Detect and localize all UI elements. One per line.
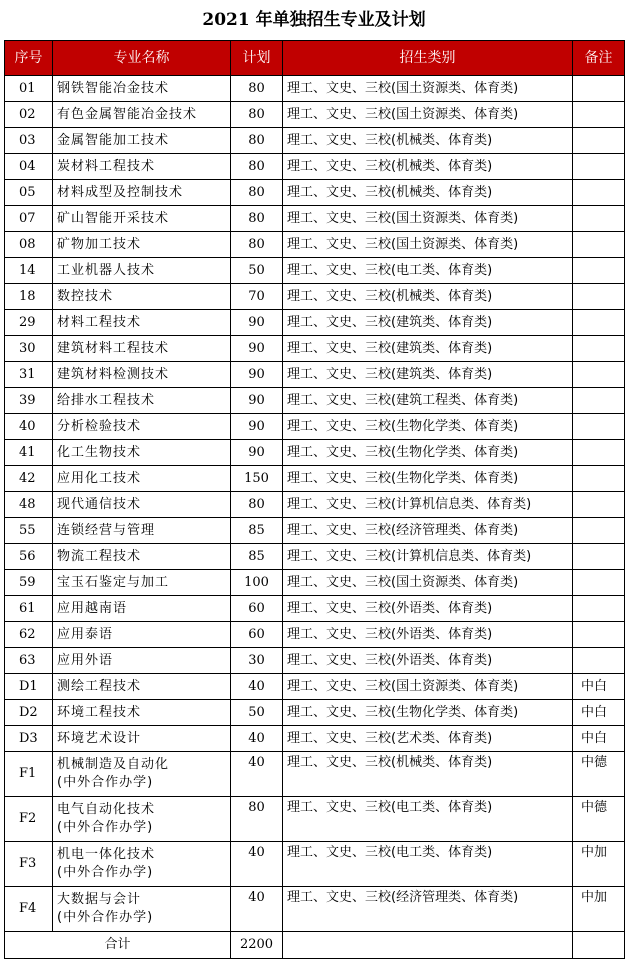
table-header-row — [5, 41, 625, 76]
row-note — [573, 622, 625, 648]
row-category: 理工、文史、三校(计算机信息类、体育类) — [283, 492, 573, 518]
row-id: D3 — [5, 726, 53, 752]
table-row — [5, 674, 625, 700]
row-note — [573, 128, 625, 154]
row-name-text: 矿山智能开采技术 — [57, 210, 170, 226]
row-plan: 30 — [231, 648, 283, 674]
row-id: 14 — [5, 258, 53, 284]
row-note — [573, 76, 625, 102]
row-category: 理工、文史、三校(计算机信息类、体育类) — [283, 544, 573, 570]
row-category: 理工、文史、三校(电工类、体育类) — [283, 842, 573, 887]
row-id: 29 — [5, 310, 53, 336]
row-name — [53, 648, 231, 674]
row-note: 中加 — [573, 887, 625, 932]
row-id: D1 — [5, 674, 53, 700]
row-name — [53, 310, 231, 336]
row-plan: 40 — [231, 726, 283, 752]
total-plan: 2200 — [231, 932, 283, 959]
row-name-text: 应用化工技术 — [57, 470, 142, 486]
row-name — [53, 128, 231, 154]
row-plan: 80 — [231, 492, 283, 518]
table-row — [5, 128, 625, 154]
row-id: F3 — [5, 842, 53, 887]
row-name-text: 大数据与会计 — [57, 892, 142, 907]
row-note — [573, 414, 625, 440]
row-name-text: 测绘工程技术 — [57, 678, 142, 694]
row-name-text: 材料工程技术 — [57, 314, 142, 330]
table-row — [5, 622, 625, 648]
row-plan: 60 — [231, 622, 283, 648]
row-id: 48 — [5, 492, 53, 518]
row-note — [573, 154, 625, 180]
row-plan: 40 — [231, 842, 283, 887]
row-name — [53, 232, 231, 258]
row-name — [53, 544, 231, 570]
row-note — [573, 596, 625, 622]
table-row — [5, 518, 625, 544]
row-name-text: 数控技术 — [57, 288, 114, 304]
row-id: 08 — [5, 232, 53, 258]
row-name — [53, 284, 231, 310]
row-plan: 90 — [231, 414, 283, 440]
row-name-text: 分析检验技术 — [57, 418, 142, 434]
row-name-text: 材料成型及控制技术 — [57, 184, 184, 200]
row-name — [53, 842, 231, 887]
row-category: 理工、文史、三校(经济管理类、体育类) — [283, 518, 573, 544]
row-name — [53, 440, 231, 466]
row-category: 理工、文史、三校(国土资源类、体育类) — [283, 674, 573, 700]
row-name — [53, 180, 231, 206]
row-category: 理工、文史、三校(生物化学类、体育类) — [283, 414, 573, 440]
row-id: 56 — [5, 544, 53, 570]
row-name-text: 矿物加工技术 — [57, 236, 142, 252]
table-row — [5, 284, 625, 310]
row-note — [573, 440, 625, 466]
row-category: 理工、文史、三校(建筑工程类、体育类) — [283, 388, 573, 414]
row-plan: 40 — [231, 674, 283, 700]
row-note — [573, 518, 625, 544]
row-note: 中白 — [573, 700, 625, 726]
row-note: 中加 — [573, 842, 625, 887]
row-id: D2 — [5, 700, 53, 726]
table-row — [5, 842, 625, 887]
table-row — [5, 154, 625, 180]
row-plan: 60 — [231, 596, 283, 622]
row-name — [53, 206, 231, 232]
row-name-subtitle: (中外合作办学) — [57, 910, 154, 925]
row-id: 41 — [5, 440, 53, 466]
table-row — [5, 466, 625, 492]
row-name — [53, 622, 231, 648]
row-note — [573, 206, 625, 232]
row-name-text: 应用越南语 — [57, 600, 128, 616]
row-id: 01 — [5, 76, 53, 102]
table-row — [5, 414, 625, 440]
row-name-text: 应用泰语 — [57, 626, 114, 642]
row-name-text: 机械制造及自动化 — [57, 757, 170, 772]
row-id: 07 — [5, 206, 53, 232]
row-name — [53, 76, 231, 102]
header-category: 招生类别 — [283, 41, 573, 76]
row-plan: 80 — [231, 102, 283, 128]
row-category: 理工、文史、三校(生物化学类、体育类) — [283, 466, 573, 492]
enrollment-table — [4, 40, 625, 959]
row-plan: 80 — [231, 232, 283, 258]
table-row — [5, 887, 625, 932]
page-title: 2021 年单独招生专业及计划 — [202, 10, 426, 30]
row-name — [53, 518, 231, 544]
row-id: F2 — [5, 797, 53, 842]
table-row — [5, 336, 625, 362]
row-category: 理工、文史、三校(国土资源类、体育类) — [283, 232, 573, 258]
row-name — [53, 674, 231, 700]
row-note — [573, 180, 625, 206]
row-plan: 90 — [231, 310, 283, 336]
row-name-text: 化工生物技术 — [57, 444, 142, 460]
row-category: 理工、文史、三校(建筑类、体育类) — [283, 310, 573, 336]
row-category: 理工、文史、三校(国土资源类、体育类) — [283, 102, 573, 128]
row-name — [53, 596, 231, 622]
table-row — [5, 752, 625, 797]
row-note — [573, 336, 625, 362]
table-row — [5, 388, 625, 414]
row-note — [573, 648, 625, 674]
row-id: 59 — [5, 570, 53, 596]
table-row — [5, 648, 625, 674]
row-id: 42 — [5, 466, 53, 492]
row-id: 63 — [5, 648, 53, 674]
row-note: 中德 — [573, 797, 625, 842]
row-plan: 50 — [231, 700, 283, 726]
table-row — [5, 797, 625, 842]
row-category: 理工、文史、三校(艺术类、体育类) — [283, 726, 573, 752]
row-category: 理工、文史、三校(外语类、体育类) — [283, 622, 573, 648]
row-category: 理工、文史、三校(机械类、体育类) — [283, 752, 573, 797]
row-name — [53, 752, 231, 797]
row-name — [53, 797, 231, 842]
row-plan: 90 — [231, 362, 283, 388]
row-note — [573, 570, 625, 596]
row-name — [53, 414, 231, 440]
row-id: 18 — [5, 284, 53, 310]
row-plan: 80 — [231, 154, 283, 180]
row-plan: 90 — [231, 336, 283, 362]
row-plan: 150 — [231, 466, 283, 492]
table-row — [5, 570, 625, 596]
row-plan: 40 — [231, 752, 283, 797]
row-name-subtitle: (中外合作办学) — [57, 775, 154, 790]
row-plan: 40 — [231, 887, 283, 932]
table-row — [5, 232, 625, 258]
table-row — [5, 102, 625, 128]
row-id: 03 — [5, 128, 53, 154]
header-note: 备注 — [573, 41, 625, 76]
row-category: 理工、文史、三校(机械类、体育类) — [283, 284, 573, 310]
row-name-text: 钢铁智能冶金技术 — [57, 80, 170, 96]
row-name-text: 环境艺术设计 — [57, 730, 142, 746]
row-name-text: 炭材料工程技术 — [57, 158, 156, 174]
table-row — [5, 440, 625, 466]
row-name — [53, 726, 231, 752]
row-note — [573, 466, 625, 492]
row-category: 理工、文史、三校(经济管理类、体育类) — [283, 887, 573, 932]
row-note — [573, 232, 625, 258]
row-id: 02 — [5, 102, 53, 128]
row-category: 理工、文史、三校(外语类、体育类) — [283, 648, 573, 674]
row-name-text: 物流工程技术 — [57, 548, 142, 564]
row-category: 理工、文史、三校(国土资源类、体育类) — [283, 570, 573, 596]
row-category: 理工、文史、三校(国土资源类、体育类) — [283, 206, 573, 232]
table-row — [5, 76, 625, 102]
row-name-text: 建筑材料检测技术 — [57, 366, 170, 382]
table-row — [5, 544, 625, 570]
row-note — [573, 284, 625, 310]
row-category: 理工、文史、三校(机械类、体育类) — [283, 128, 573, 154]
row-id: 55 — [5, 518, 53, 544]
total-row — [5, 932, 625, 959]
row-plan: 80 — [231, 128, 283, 154]
header-plan: 计划 — [231, 41, 283, 76]
row-id: 62 — [5, 622, 53, 648]
row-plan: 70 — [231, 284, 283, 310]
row-name-text: 给排水工程技术 — [57, 392, 156, 408]
row-name-text: 工业机器人技术 — [57, 262, 156, 278]
row-name — [53, 700, 231, 726]
table-row — [5, 362, 625, 388]
table-row — [5, 258, 625, 284]
row-category: 理工、文史、三校(机械类、体育类) — [283, 154, 573, 180]
row-id: 05 — [5, 180, 53, 206]
row-plan: 85 — [231, 544, 283, 570]
row-note: 中白 — [573, 726, 625, 752]
row-name-subtitle: (中外合作办学) — [57, 820, 154, 835]
row-name — [53, 258, 231, 284]
row-note: 中白 — [573, 674, 625, 700]
row-category: 理工、文史、三校(生物化学类、体育类) — [283, 440, 573, 466]
row-name — [53, 570, 231, 596]
row-category: 理工、文史、三校(机械类、体育类) — [283, 180, 573, 206]
row-plan: 90 — [231, 440, 283, 466]
row-name — [53, 102, 231, 128]
row-note — [573, 544, 625, 570]
table-row — [5, 596, 625, 622]
row-note — [573, 102, 625, 128]
row-name-text: 应用外语 — [57, 652, 114, 668]
row-id: 31 — [5, 362, 53, 388]
row-name-text: 建筑材料工程技术 — [57, 340, 170, 356]
table-row — [5, 310, 625, 336]
row-name-text: 现代通信技术 — [57, 496, 142, 512]
table-body — [5, 76, 625, 932]
row-plan: 50 — [231, 258, 283, 284]
row-id: F4 — [5, 887, 53, 932]
row-id: 04 — [5, 154, 53, 180]
row-note — [573, 388, 625, 414]
row-id: 40 — [5, 414, 53, 440]
row-name-text: 连锁经营与管理 — [57, 522, 156, 538]
row-plan: 100 — [231, 570, 283, 596]
row-note — [573, 310, 625, 336]
row-category: 理工、文史、三校(建筑类、体育类) — [283, 336, 573, 362]
table-row — [5, 180, 625, 206]
row-note — [573, 492, 625, 518]
row-plan: 80 — [231, 180, 283, 206]
row-category: 理工、文史、三校(建筑类、体育类) — [283, 362, 573, 388]
row-category: 理工、文史、三校(外语类、体育类) — [283, 596, 573, 622]
row-note — [573, 362, 625, 388]
row-id: 61 — [5, 596, 53, 622]
row-name — [53, 362, 231, 388]
row-name — [53, 887, 231, 932]
row-plan: 90 — [231, 388, 283, 414]
row-name — [53, 154, 231, 180]
row-category: 理工、文史、三校(电工类、体育类) — [283, 258, 573, 284]
table-row — [5, 700, 625, 726]
row-name-text: 宝玉石鉴定与加工 — [57, 574, 170, 590]
row-id: 30 — [5, 336, 53, 362]
row-plan: 80 — [231, 206, 283, 232]
header-id: 序号 — [5, 41, 53, 76]
row-id: F1 — [5, 752, 53, 797]
table-row — [5, 206, 625, 232]
row-id: 39 — [5, 388, 53, 414]
row-name-subtitle: (中外合作办学) — [57, 865, 154, 880]
total-label: 合计 — [5, 932, 231, 959]
row-name-text: 机电一体化技术 — [57, 847, 156, 862]
total-empty-note — [573, 932, 625, 959]
row-name — [53, 388, 231, 414]
row-category: 理工、文史、三校(生物化学类、体育类) — [283, 700, 573, 726]
row-name-text: 环境工程技术 — [57, 704, 142, 720]
row-name — [53, 336, 231, 362]
row-name-text: 有色金属智能冶金技术 — [57, 106, 198, 122]
row-plan: 80 — [231, 797, 283, 842]
row-note — [573, 258, 625, 284]
row-category: 理工、文史、三校(国土资源类、体育类) — [283, 76, 573, 102]
row-name — [53, 466, 231, 492]
header-name: 专业名称 — [53, 41, 231, 76]
row-category: 理工、文史、三校(电工类、体育类) — [283, 797, 573, 842]
row-note: 中德 — [573, 752, 625, 797]
row-plan: 85 — [231, 518, 283, 544]
table-row — [5, 492, 625, 518]
table-row — [5, 726, 625, 752]
row-name-text: 电气自动化技术 — [57, 802, 156, 817]
row-plan: 80 — [231, 76, 283, 102]
total-empty-category — [283, 932, 573, 959]
row-name-text: 金属智能加工技术 — [57, 132, 170, 148]
row-name — [53, 492, 231, 518]
